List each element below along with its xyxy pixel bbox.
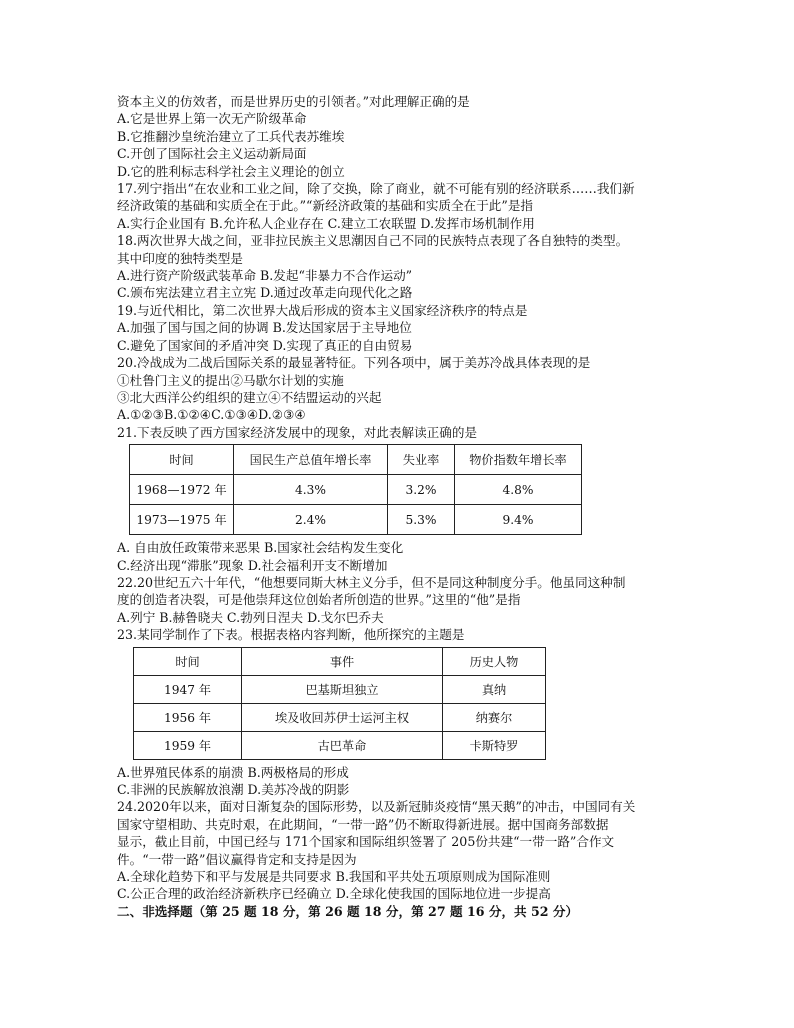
table-cell: 1947 年 — [134, 675, 242, 703]
table-cell: 4.3% — [234, 475, 388, 505]
question-block-21-23 — [117, 539, 677, 643]
table-header-row — [134, 647, 546, 675]
option-line: A.列宁 B.赫鲁晓夫 C.勃列日涅夫 D.戈尔巴乔夫 — [117, 609, 384, 625]
option-line: C.公正合理的政治经济新秩序已经确立 D.全球化使我国的国际地位进一步提高 — [117, 886, 551, 902]
table-cell: 1968—1972 年 — [130, 475, 234, 505]
table-row — [134, 703, 546, 731]
table-cell: 真纳 — [443, 675, 546, 703]
option-line: A.它是世界上第一次无产阶级革命 — [117, 111, 307, 127]
option-line: A.全球化趋势下和平与发展是共同要求 B.我国和平共处五项原则成为国际准则 — [117, 869, 551, 884]
option-line: C.开创了国际社会主义运动新局面 — [117, 146, 307, 162]
question-24-line: 国家守望相助、共克时艰，在此期间，“一带一路”仍不断取得新进展。据中国商务部数据 — [117, 816, 609, 832]
table-cell: 5.3% — [388, 505, 455, 535]
table-cell: 埃及收回苏伊士运河主权 — [242, 703, 443, 731]
table-row — [130, 475, 582, 505]
question-17-line: 经济政策的基础和实质全在于此。”“新经济政策的基础和实质全在于此”是指 — [117, 198, 534, 214]
table-cell: 巴基斯坦独立 — [242, 675, 443, 703]
table-header-cell: 时间 — [134, 647, 242, 675]
option-line: C.非洲的民族解放浪潮 D.美苏冷战的阴影 — [117, 781, 350, 797]
table-cell: 1956 年 — [134, 703, 242, 731]
table-row — [134, 731, 546, 759]
table-cell: 9.4% — [455, 505, 582, 535]
option-line: D.它的胜利标志科学社会主义理论的创立 — [117, 163, 345, 179]
option-line: A.加强了国与国之间的协调 B.发达国家居于主导地位 — [117, 320, 412, 336]
table-header-cell: 事件 — [242, 647, 443, 675]
item-line: ③北大西洋公约组织的建立④不结盟运动的兴起 — [117, 389, 382, 405]
option-line: C.避免了国家间的矛盾冲突 D.实现了真正的自由贸易 — [117, 337, 413, 353]
option-line: B.它推翻沙皇统治建立了工兵代表苏维埃 — [117, 128, 345, 144]
table-header-cell: 失业率 — [388, 445, 455, 475]
question-22-line: 22.20世纪五六十年代，“他想要同斯大林主义分手，但不是同这种制度分手。他虽同这种制 — [117, 574, 626, 590]
question-block-16-21 — [117, 93, 677, 441]
option-line: C.经济出现“滞胀”现象 D.社会福利开支不断增加 — [117, 557, 388, 573]
option-line: C.颁布宪法建立君主立宪 D.通过改革走向现代化之路 — [117, 285, 413, 301]
table-cell: 卡斯特罗 — [443, 731, 546, 759]
table-header-cell: 历史人物 — [443, 647, 546, 675]
table-cell: 3.2% — [388, 475, 455, 505]
item-line: ①杜鲁门主义的提出②马歇尔计划的实施 — [117, 372, 344, 388]
table-cell: 2.4% — [234, 505, 388, 535]
exam-page — [117, 93, 677, 920]
question-24-line: 件。“一带一路”倡议赢得肯定和支持是因为 — [117, 851, 357, 867]
section-title: 二、非选择题（第 25 题 18 分，第 26 题 18 分，第 27 题 16 分，共 52 分） — [117, 903, 579, 919]
table-header-cell: 国民生产总值年增长率 — [234, 445, 388, 475]
question-22-line: 度的创造者决裂，可是他崇拜这位创始者所创造的世界。”这里的“他”是指 — [117, 592, 521, 608]
table-cell: 1973—1975 年 — [130, 505, 234, 535]
question-18-line: 18.两次世界大战之间，亚非拉民族主义思潮因自己不同的民族特点表现了各自独特的类型。 — [117, 233, 629, 249]
table-header-row — [130, 445, 582, 475]
question-24-line: 24.2020年以来，面对日渐复杂的国际形势，以及新冠肺炎疫情“黑天鹅”的冲击，中国同有关 — [117, 799, 636, 815]
table-cell: 4.8% — [455, 475, 582, 505]
table-header-cell: 时间 — [130, 445, 234, 475]
table-cell: 1959 年 — [134, 731, 242, 759]
question-23-line: 23.某同学制作了下表。根据表格内容判断，他所探究的主题是 — [117, 627, 465, 643]
question-21-line: 21.下表反映了西方国家经济发展中的现象，对此表解读正确的是 — [117, 424, 478, 440]
option-line: A.①②③B.①②④C.①③④D.②③④ — [117, 407, 306, 423]
option-line: A.实行企业国有 B.允许私人企业存在 C.建立工农联盟 D.发挥市场机制作用 — [117, 215, 535, 231]
table-row — [130, 505, 582, 535]
question-17-line: 17.列宁指出“在农业和工业之间，除了交换，除了商业，就不可能有别的经济联系……我们新 — [117, 181, 635, 197]
option-line: A.进行资产阶级武装革命 B.发起“非暴力不合作运动” — [117, 268, 413, 284]
table-header-cell: 物价指数年增长率 — [455, 445, 582, 475]
option-line: A. 自由放任政策带来恶果 B.国家社会结构发生变化 — [117, 540, 404, 556]
question-20-line: 20.冷战成为二战后国际关系的最显著特征。下列各项中，属于美苏冷战具体表现的是 — [117, 355, 591, 371]
table-cell: 古巴革命 — [242, 731, 443, 759]
question-18-line: 其中印度的独特类型是 — [117, 250, 243, 266]
table-row — [134, 675, 546, 703]
text-line: 资本主义的仿效者，而是世界历史的引领者。”对此理解正确的是 — [117, 94, 470, 109]
option-line: A.世界殖民体系的崩溃 B.两极格局的形成 — [117, 764, 349, 780]
economic-data-table — [129, 444, 582, 535]
question-block-23-24 — [117, 764, 677, 903]
question-19-line: 19.与近代相比，第二次世界大战后形成的资本主义国家经济秩序的特点是 — [117, 302, 528, 318]
question-24-line: 显示，截止目前，中国已经与 171个国家和国际组织签署了 205份共建“一带一路”合作文 — [117, 834, 615, 850]
table-cell: 纳赛尔 — [443, 703, 546, 731]
history-events-table — [133, 647, 546, 760]
